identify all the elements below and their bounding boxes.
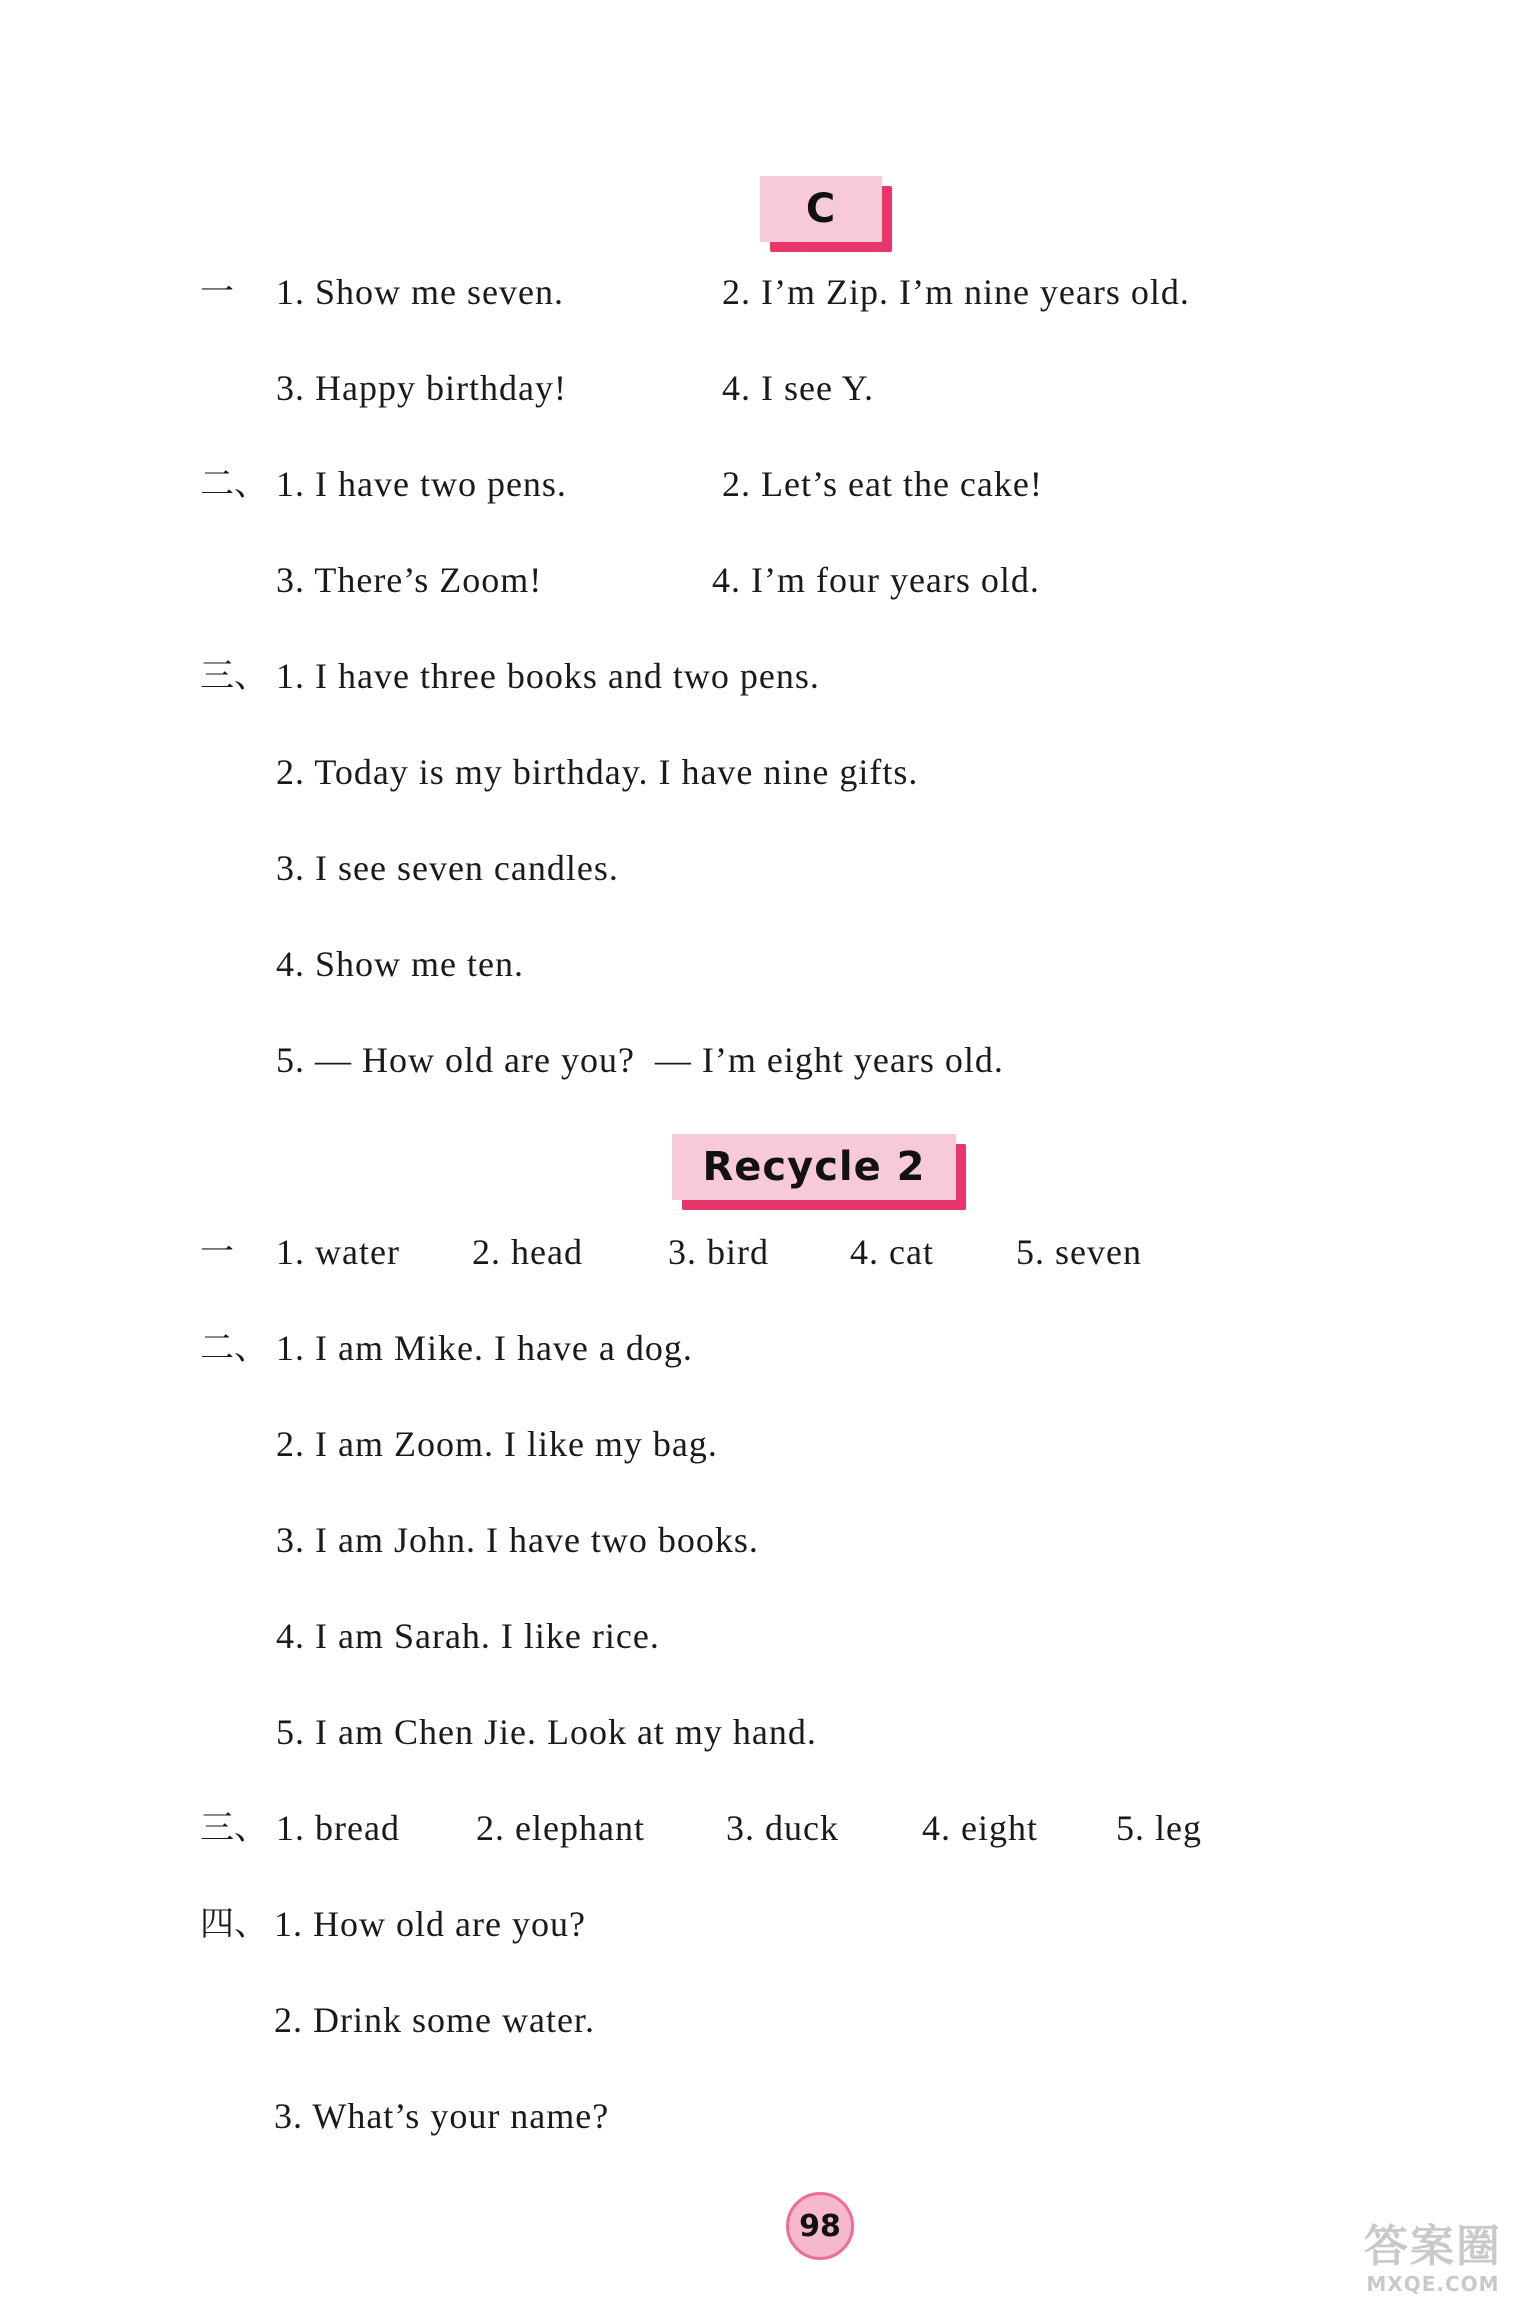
answer-item: 3. duck xyxy=(726,1808,839,1848)
answer-line: 4. Show me ten. xyxy=(276,944,524,984)
answer-item: 3. Happy birthday! xyxy=(276,368,567,408)
answer-item: 2. head xyxy=(472,1232,583,1272)
section-heading-c xyxy=(760,176,882,242)
answer-item: 2. elephant xyxy=(476,1808,645,1848)
answer-line: 1. How old are you? xyxy=(274,1904,586,1944)
answer-line: 5. I am Chen Jie. Look at my hand. xyxy=(276,1712,817,1752)
answer-line: 3. What’s your name? xyxy=(274,2096,610,2136)
group-marker: 一 xyxy=(200,1232,234,1272)
answer-line: 1. I have three books and two pens. xyxy=(276,656,820,696)
group-marker: 一 xyxy=(200,272,234,312)
answer-line: 5. — How old are you? — I’m eight years old. xyxy=(276,1040,1004,1080)
answer-item: 2. Let’s eat the cake! xyxy=(722,464,1043,504)
answer-item: 1. water xyxy=(276,1232,400,1272)
group-marker: 三、 xyxy=(200,1808,268,1848)
answer-item: 1. Show me seven. xyxy=(276,272,564,312)
answer-line: 1. I am Mike. I have a dog. xyxy=(276,1328,693,1368)
answer-item: 2. I’m Zip. I’m nine years old. xyxy=(722,272,1190,312)
watermark xyxy=(1338,2222,1528,2296)
group-marker: 三、 xyxy=(200,656,268,696)
answer-item: 4. cat xyxy=(850,1232,934,1272)
answer-item: 5. leg xyxy=(1116,1808,1202,1848)
answer-line: 3. I see seven candles. xyxy=(276,848,619,888)
answer-item: 4. I’m four years old. xyxy=(712,560,1040,600)
section-heading-recycle-2 xyxy=(672,1134,956,1200)
group-marker: 二、 xyxy=(200,464,268,504)
answer-item: 1. bread xyxy=(276,1808,400,1848)
answer-line: 4. I am Sarah. I like rice. xyxy=(276,1616,660,1656)
answer-line: 2. Drink some water. xyxy=(274,2000,595,2040)
answer-item: 3. bird xyxy=(668,1232,769,1272)
answer-line: 2. Today is my birthday. I have nine gifts. xyxy=(276,752,919,792)
answer-item: 3. There’s Zoom! xyxy=(276,560,543,600)
page-number-badge: 98 xyxy=(786,2192,854,2260)
group-marker: 二、 xyxy=(200,1328,268,1368)
heading-label: C xyxy=(760,176,882,242)
watermark-logo: 答案圈 xyxy=(1364,2221,1502,2272)
answer-line: 2. I am Zoom. I like my bag. xyxy=(276,1424,718,1464)
watermark-url: MXQE.COM xyxy=(1366,2272,1500,2296)
answer-item: 5. seven xyxy=(1016,1232,1142,1272)
answer-item: 1. I have two pens. xyxy=(276,464,567,504)
answer-item: 4. I see Y. xyxy=(722,368,874,408)
heading-label: Recycle 2 xyxy=(672,1134,956,1200)
group-marker: 四、 xyxy=(200,1904,268,1944)
answer-item: 4. eight xyxy=(922,1808,1038,1848)
answer-line: 3. I am John. I have two books. xyxy=(276,1520,759,1560)
